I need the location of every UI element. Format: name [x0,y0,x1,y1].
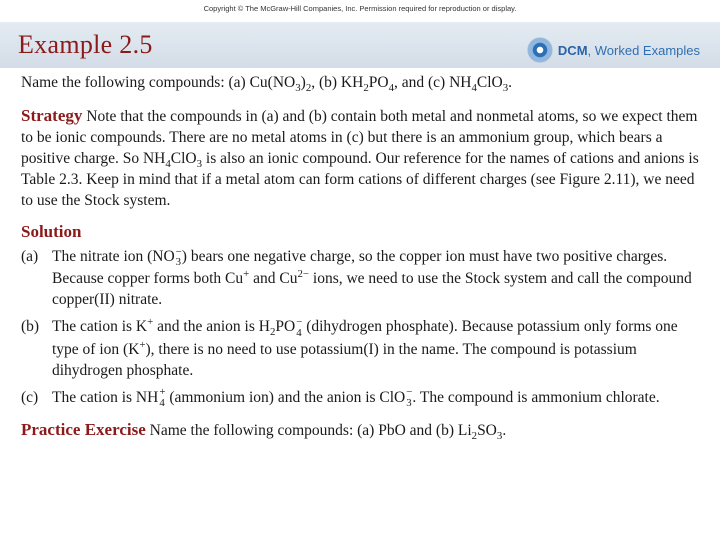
practice-exercise: Practice Exercise Name the following compounds: (a) PbO and (b) $Li_2SO_3$. [21,419,507,442]
strategy-paragraph: Strategy Note that the compounds in (a) and (b) contain both metal and nonmetal atoms, so we expect them to be ionic compounds. There are no metal atoms in (c) but there is an ammonium group, which bears a positive charge. So $NH_4ClO_3$ is also an ionic compound. Our reference for the names of cations and anions is Table 2.3. Keep in mind that if a metal atom can form cations of different charges (see Figure 2.11), we need to use the Stock system. [21,106,699,209]
strategy-label: Strategy [21,106,83,125]
slide-header [0,22,720,68]
question-text: Name the following compounds: (a) $Cu(NO_3)_2$, (b) $KH_2PO_4$, and (c) $NH_4ClO_3$. [21,74,513,95]
example-content [21,72,701,441]
example-title: Example 2.5 [18,30,153,59]
cd-disc-icon [528,38,552,62]
solution-part-a: (a) The nitrate ion (NO − 3 ) bears one negative charge, so the copper ion must have two positive charges. Because copper forms both Cu+ and $Cu^{2-}$ ions, we need to use the Stock system and call the compound copper(II) nitrate. [21,245,692,309]
solution-part-b: (b) The cation is K+ and the anion is $H_2PO$ − 4 (dihydrogen phosphate). Because potassium only forms one type of ion (K+), there is no need to use potassium(I) in the name. The compound is potassium dihydrogen phosphate. [21,315,678,379]
dcm-worked-examples-link[interactable] [528,38,700,62]
solution-label: Solution [21,222,82,241]
practice-label: Practice Exercise [21,419,146,439]
copyright-notice: Copyright © The McGraw-Hill Companies, Inc. Permission required for reproduction or display. [203,4,517,13]
solution-part-c: (c) The cation is NH + 4 (ammonium ion) and the anion is ClO − 3 . The compound is ammonium chlorate. [21,386,660,409]
dcm-label: DCM, Worked Examples [557,42,700,58]
